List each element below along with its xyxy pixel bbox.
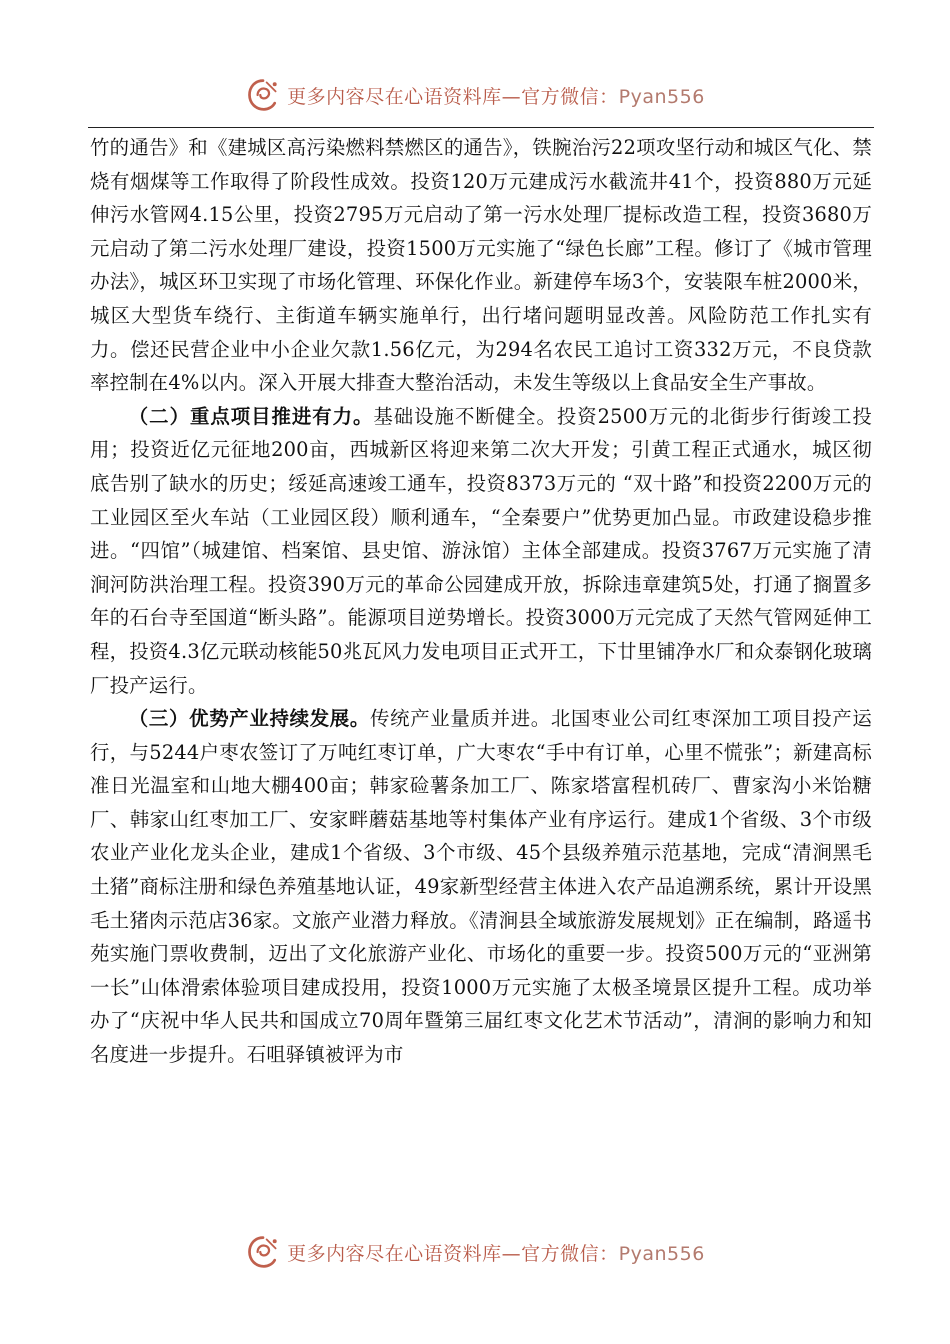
footer-watermark — [0, 1232, 950, 1272]
paragraph-continuation — [90, 131, 872, 400]
paragraph-industries — [90, 702, 872, 1072]
paragraph-text: 传统产业量质并进。北国枣业公司红枣深加工项目投产运行，与5244户枣农签订了万吨红枣订单，广大枣农“手中有订单，心里不慌张”；新建高标准日光温室和山地大棚400亩；韩家硷薯条加工厂、陈家塔富程机砖厂、曹家沟小米饴糖厂、韩家山红枣加工厂、安家畔蘑菇基地等村集体产业有序运行。建成1个省级、3个市级农业产业化龙头企业，建成1个省级、3个市级、45个县级养殖示范基地，完成“清涧黑毛土猪”商标注册和绿色养殖基地认证，49家新型经营主体进入农产品追溯系统，累计开设黑毛土猪肉示范店36家。文旅产业潜力释放。《清涧县全域旅游发展规划》正在编制，路遥书苑实施门票收费制，迈出了文化旅游产业化、市场化的重要一步。投资500万元的“亚洲第一长”山体滑索体验项目建成投用，投资1000万元实施了太极圣境景区提升工程。成功举办了“庆祝中华人民共和国成立70周年暨第三届红枣文化艺术节活动”，清涧的影响力和知名度进一步提升。石咀驿镇被评为市 — [90, 707, 873, 1067]
wechat-id: Pyan556 — [618, 1242, 705, 1265]
brush-logo-icon — [245, 77, 281, 113]
section-heading: （二）重点项目推进有力。 — [128, 404, 374, 428]
watermark-text: 更多内容尽在心语资料库—官方微信：Pyan556 — [287, 1242, 705, 1265]
section-heading: （三）优势产业持续发展。 — [128, 707, 370, 731]
document-body — [90, 131, 872, 1072]
watermark-text: 更多内容尽在心语资料库—官方微信：Pyan556 — [287, 85, 705, 108]
brush-logo-icon — [245, 1234, 281, 1270]
paragraph-key-projects — [90, 400, 872, 702]
paragraph-text: 竹的通告》和《建城区高污染燃料禁燃区的通告》，铁腕治污22项攻坚行动和城区气化、禁烧有烟煤等工作取得了阶段性成效。投资120万元建成污水截流井41个，投资880万元延伸污水管网4.15公里，投资2795万元启动了第一污水处理厂提标改造工程，投资3680万元启动了第二污水处理厂建设，投资1500万元实施了“绿色长廊”工程。修订了《城市管理办法》，城区环卫实现了市场化管理、环保化作业。新建停车场3个，安装限车桩2000米，城区大型货车绕行、主街道车辆实施单行，出行堵问题明显改善。风险防范工作扎实有力。偿还民营企业中小企业欠款1.56亿元，为294名农民工追讨工资332万元，不良贷款率控制在4%以内。深入开展大排查大整治活动，未发生等级以上食品安全生产事故。 — [90, 136, 873, 395]
wechat-id: Pyan556 — [618, 85, 705, 108]
header-rule — [88, 127, 874, 128]
header-watermark — [0, 75, 950, 115]
paragraph-text: 基础设施不断健全。投资2500万元的北街步行街竣工投用；投资近亿元征地200亩，西城新区将迎来第二次大开发；引黄工程正式通水，城区彻底告别了缺水的历史；绥延高速竣工通车，投资8373万元的 “双十路”和投资2200万元的工业园区至火车站（工业园区段）顺利通车，“全秦要户”优势更加凸显。市政建设稳步推进。“四馆”（城建馆、档案馆、县史馆、游泳馆）主体全部建成。投资3767万元实施了清涧河防洪治理工程。投资390万元的革命公园建成开放，拆除违章建筑5处，打通了搁置多年的石台寺至国道“断头路”。能源项目逆势增长。投资3000万元完成了天然气管网延伸工程，投资4.3亿元联动核能50兆瓦风力发电项目正式开工，下廿里铺净水厂和众泰钢化玻璃厂投产运行。 — [90, 404, 872, 697]
